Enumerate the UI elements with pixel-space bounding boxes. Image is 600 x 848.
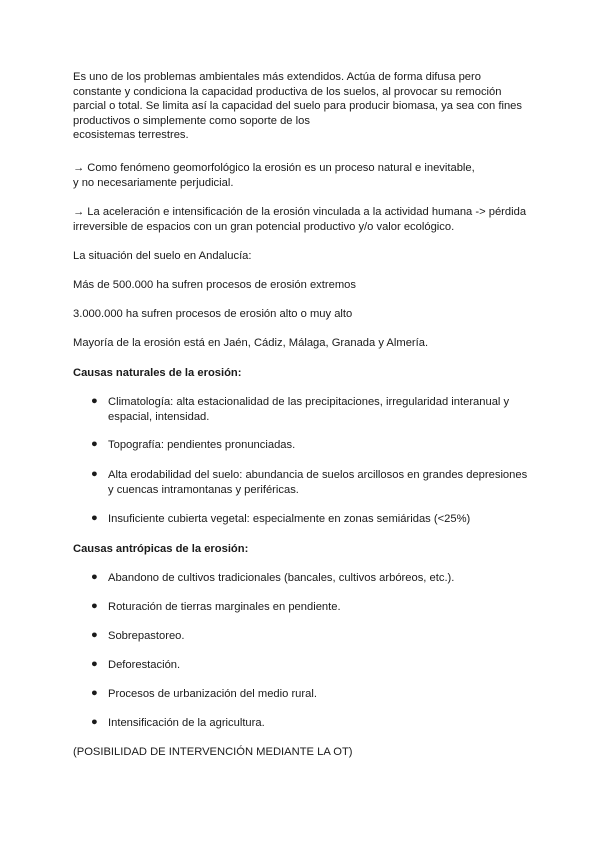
arrow-line: irreversible de espacios con un gran potencial productivo y/o valor ecológico. bbox=[73, 220, 455, 233]
arrow-paragraph-2 bbox=[73, 205, 540, 234]
arrow-line: → Como fenómeno geomorfológico la erosión es un proceso natural e inevitable, bbox=[73, 162, 475, 174]
arrow-paragraph-1 bbox=[73, 161, 540, 190]
bullet-icon: ● bbox=[91, 438, 98, 450]
natural-causes-heading: Causas naturales de la erosión: bbox=[73, 367, 242, 379]
bullet-icon: ● bbox=[91, 629, 98, 641]
situation-fact: Más de 500.000 ha sufren procesos de erosión extremos bbox=[73, 279, 356, 291]
intro-line: Es uno de los problemas ambientales más extendidos. Actúa de forma difusa pero bbox=[73, 71, 481, 83]
list-item-text: Abandono de cultivos tradicionales (bancales, cultivos arbóreos, etc.). bbox=[108, 572, 455, 584]
bullet-icon: ● bbox=[91, 468, 98, 480]
list-item-text: Procesos de urbanización del medio rural. bbox=[108, 688, 317, 700]
footer-note: (POSIBILIDAD DE INTERVENCIÓN MEDIANTE LA OT) bbox=[73, 746, 353, 758]
list-item-text: Insuficiente cubierta vegetal: especialmente en zonas semiáridas (<25%) bbox=[108, 513, 471, 525]
situation-fact: 3.000.000 ha sufren procesos de erosión alto o muy alto bbox=[73, 308, 353, 320]
arrow-line: → La aceleración e intensificación de la erosión vinculada a la actividad humana -> pérdida bbox=[73, 206, 527, 218]
list-item-text: Roturación de tierras marginales en pendiente. bbox=[108, 601, 341, 613]
list-item-text: espacial, intensidad. bbox=[108, 411, 210, 423]
bullet-icon: ● bbox=[91, 600, 98, 612]
bullet-icon: ● bbox=[91, 658, 98, 670]
list-item-text: Alta erodabilidad del suelo: abundancia de suelos arcillosos en grandes depresiones bbox=[108, 469, 528, 481]
bullet-icon: ● bbox=[91, 687, 98, 699]
arrow-line: y no necesariamente perjudicial. bbox=[73, 176, 234, 189]
bullet-icon: ● bbox=[91, 716, 98, 728]
list-item-text: Climatología: alta estacionalidad de las precipitaciones, irregularidad interanual y bbox=[108, 396, 510, 408]
list-item-text: y cuencas intramontanas y periféricas. bbox=[108, 484, 299, 496]
list-item-text: Topografía: pendientes pronunciadas. bbox=[108, 439, 296, 451]
intro-line: constante y condiciona la capacidad productiva de los suelos, al provocar su remoción bbox=[73, 85, 502, 98]
anthropic-causes-heading: Causas antrópicas de la erosión: bbox=[73, 543, 249, 555]
list-item-text: Sobrepastoreo. bbox=[108, 630, 185, 642]
intro-line: parcial o total. Se limita así la capacidad del suelo para producir biomasa, ya sea con fines bbox=[73, 100, 522, 112]
bullet-icon: ● bbox=[91, 571, 98, 583]
situation-heading: La situación del suelo en Andalucía: bbox=[73, 250, 252, 262]
bullet-icon: ● bbox=[91, 395, 98, 407]
list-item-text: Intensificación de la agricultura. bbox=[108, 717, 265, 729]
list-item-text: Deforestación. bbox=[108, 659, 181, 671]
bullet-icon: ● bbox=[91, 512, 98, 524]
intro-line: productivos o simplemente como soporte de los bbox=[73, 114, 310, 127]
intro-paragraph bbox=[73, 70, 540, 143]
intro-line: ecosistemas terrestres. bbox=[73, 129, 189, 141]
situation-fact: Mayoría de la erosión está en Jaén, Cádiz, Málaga, Granada y Almería. bbox=[73, 337, 429, 349]
